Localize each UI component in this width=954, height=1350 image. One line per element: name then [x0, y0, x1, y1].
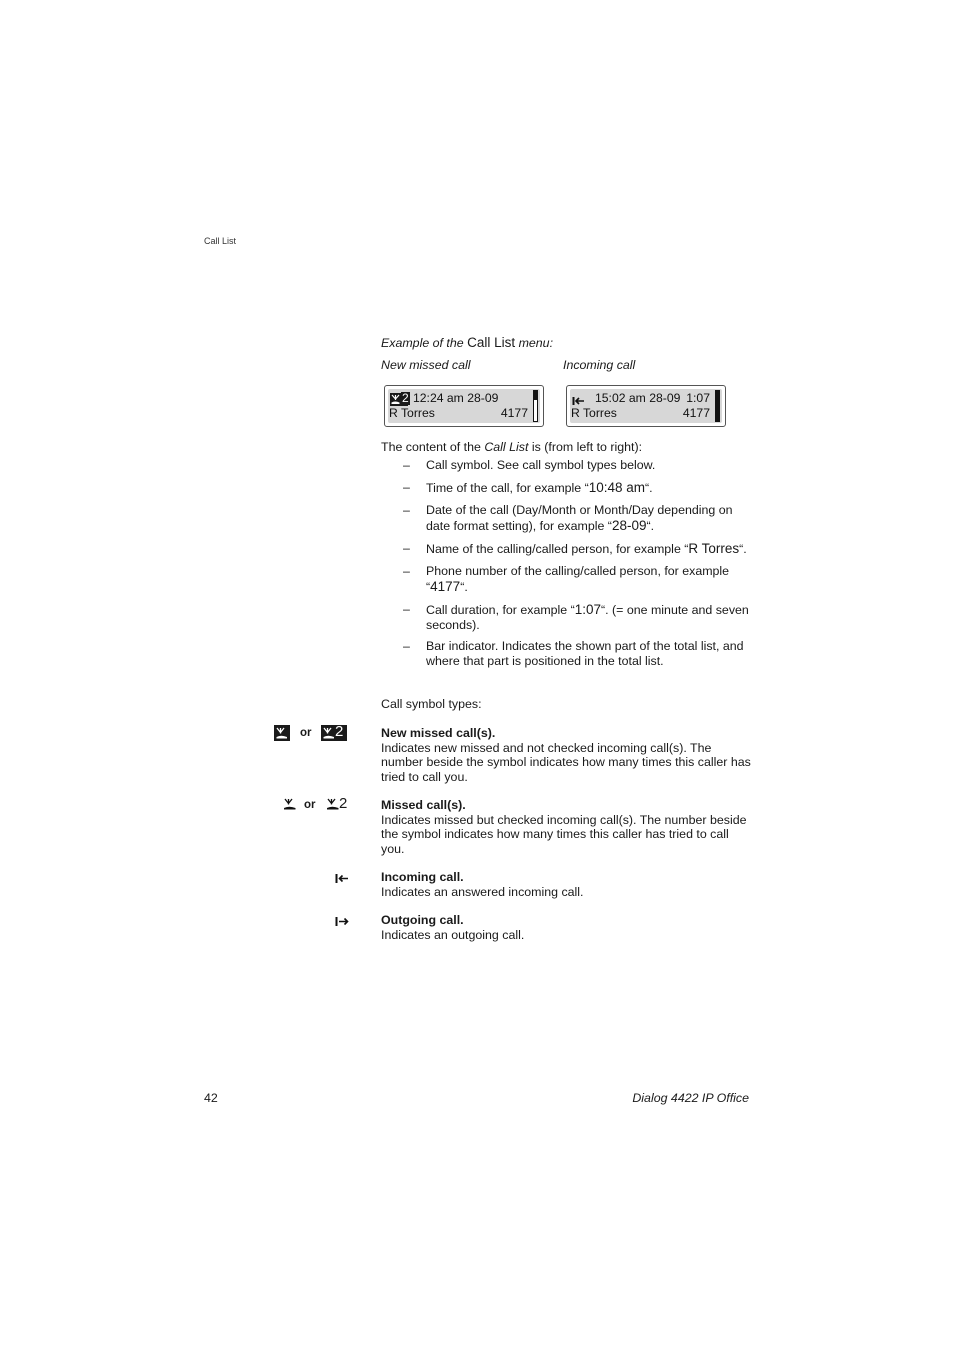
missed-call-count-icon: [326, 798, 340, 814]
symbol-description: Indicates an answered incoming call.: [381, 884, 584, 899]
new-missed-call-icon: [274, 725, 290, 744]
running-header: Call List: [204, 236, 237, 246]
display-time-date: 12:24 am 28-09: [413, 391, 499, 405]
display-new-missed-call: [384, 385, 544, 427]
symbol-new-missed: [381, 726, 753, 784]
symbol-description: Indicates an outgoing call.: [381, 927, 525, 942]
missed-count: 2: [402, 391, 409, 405]
or-label: or: [300, 727, 312, 739]
bar-indicator: [715, 390, 720, 422]
symbol-description: Indicates missed but checked incoming call(s). The number beside the symbol indicates how many times this caller has tried to call you.: [381, 812, 747, 856]
caption-prefix: Example of the: [381, 336, 464, 350]
missed-count: 2: [335, 723, 344, 740]
display-duration: 1:07: [686, 391, 710, 405]
content-intro: The content of the Call List is (from left to right):: [381, 440, 643, 454]
symbol-types-intro: Call symbol types:: [381, 697, 482, 711]
display-screen: [388, 389, 540, 423]
caption-suffix: menu:: [518, 336, 554, 350]
display-incoming-call: [566, 385, 726, 427]
display-time-date: 15:02 am 28-09: [595, 391, 681, 405]
bar-indicator-fill: [716, 391, 719, 421]
label-new-missed-call: New missed call: [381, 358, 471, 372]
missed-count: 2: [339, 795, 348, 812]
page-number: 42: [204, 1091, 218, 1105]
label-incoming-call: Incoming call: [563, 358, 636, 372]
symbol-incoming: [381, 870, 753, 899]
display-number: 4177: [500, 406, 528, 420]
product-name: Dialog 4422 IP Office: [632, 1091, 749, 1105]
missed-call-icon: [283, 798, 297, 814]
example-caption: [381, 335, 553, 350]
symbol-missed: [381, 798, 753, 856]
symbol-title: New missed call(s).: [381, 726, 496, 740]
caption-menu: Call List: [467, 335, 516, 350]
display-name: R Torres: [389, 406, 435, 420]
symbol-title: Outgoing call.: [381, 913, 464, 927]
display-number: 4177: [682, 406, 710, 420]
display-name: R Torres: [571, 406, 617, 420]
or-label: or: [304, 799, 316, 811]
symbol-title: Missed call(s).: [381, 798, 466, 812]
symbol-outgoing: [381, 913, 753, 942]
display-screen: [570, 389, 722, 423]
outgoing-call-icon: [335, 916, 349, 930]
bar-indicator: [533, 390, 538, 422]
incoming-call-icon: [335, 873, 349, 887]
symbol-description: Indicates new missed and not checked incoming call(s). The number beside the symbol indicates how many times this caller has tried to call you.: [381, 740, 751, 784]
symbol-title: Incoming call.: [381, 870, 464, 884]
bar-indicator-fill: [534, 391, 537, 400]
